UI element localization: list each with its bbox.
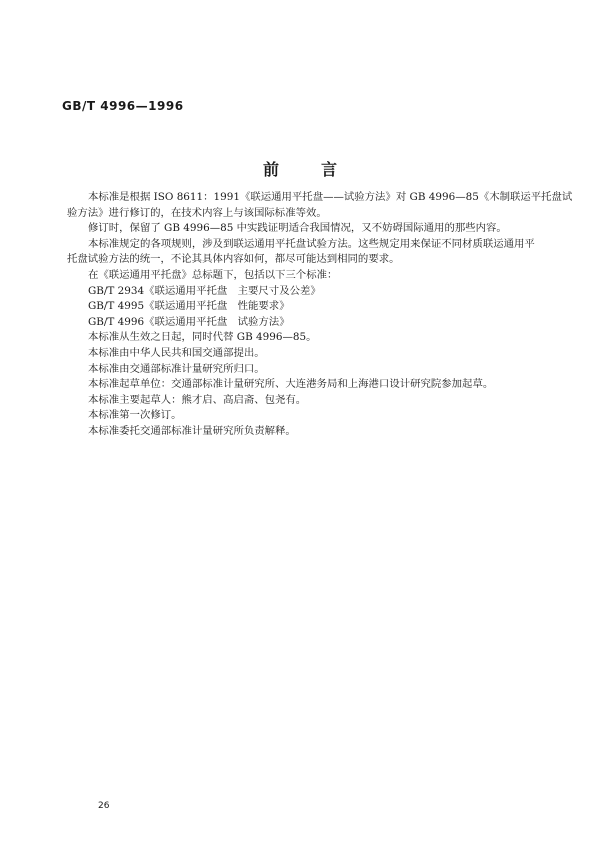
preface-body	[67, 190, 573, 440]
text-line: 本标准是根据 ISO 8611：1991《联运通用平托盘——试验方法》对 GB 4996—85《木制联运平托盘试	[88, 191, 573, 203]
text-line: GB/T 2934《联运通用平托盘 主要尺寸及公差》	[88, 284, 321, 297]
page-title: 前言	[262, 160, 379, 179]
text-line: 验方法》进行修订的，在技术内容上与该国际标准等效。	[67, 206, 327, 219]
text-line: GB/T 4996《联运通用平托盘 试验方法》	[88, 315, 290, 328]
text-line: GB/T 4995《联运通用平托盘 性能要求》	[88, 300, 290, 313]
text-line: 在《联运通用平托盘》总标题下，包括以下三个标准：	[88, 268, 338, 281]
paragraph-managed-by	[88, 362, 543, 378]
standard-code: GB/T 4996—1996	[62, 99, 184, 113]
paragraph-series-intro	[88, 268, 543, 284]
page-number: 26	[98, 801, 110, 811]
paragraph-proposed-by	[88, 346, 543, 362]
paragraph-interpretation	[88, 424, 543, 440]
paragraph-standard-4995	[88, 299, 543, 315]
paragraph-drafters	[88, 393, 543, 409]
text-line: 本标准委托交通部标准计量研究所负责解释。	[88, 424, 296, 437]
text-line: 本标准规定的各项规则，涉及到联运通用平托盘试验方法。这些规定用来保证不同材质联运通用平	[88, 237, 535, 250]
text-line: 本标准主要起草人：熊才启、高启斋、包尧有。	[88, 393, 307, 406]
text-line: 修订时，保留了 GB 4996—85 中实践证明适合我国情况，又不妨碍国际通用的那些内容。	[88, 222, 507, 235]
paragraph-revision	[88, 221, 543, 237]
paragraph-basis	[67, 190, 573, 221]
text-line: 本标准起草单位：交通部标准计量研究所、大连港务局和上海港口设计研究院参加起草。	[88, 378, 494, 391]
text-line: 本标准由中华人民共和国交通部提出。	[88, 346, 265, 359]
text-line: 本标准第一次修订。	[88, 409, 182, 422]
paragraph-drafting-units	[88, 377, 543, 393]
paragraph-standard-2934	[88, 284, 543, 300]
text-line: 本标准从生效之日起，同时代替 GB 4996—85。	[88, 331, 317, 344]
text-line: 本标准由交通部标准计量研究所归口。	[88, 362, 265, 375]
paragraph-standard-4996	[88, 315, 543, 331]
paragraph-effective	[88, 330, 543, 346]
text-line: 托盘试验方法的统一，不论其具体内容如何，都尽可能达到相同的要求。	[67, 253, 400, 266]
paragraph-first-revision	[88, 408, 543, 424]
paragraph-rules	[67, 237, 543, 268]
